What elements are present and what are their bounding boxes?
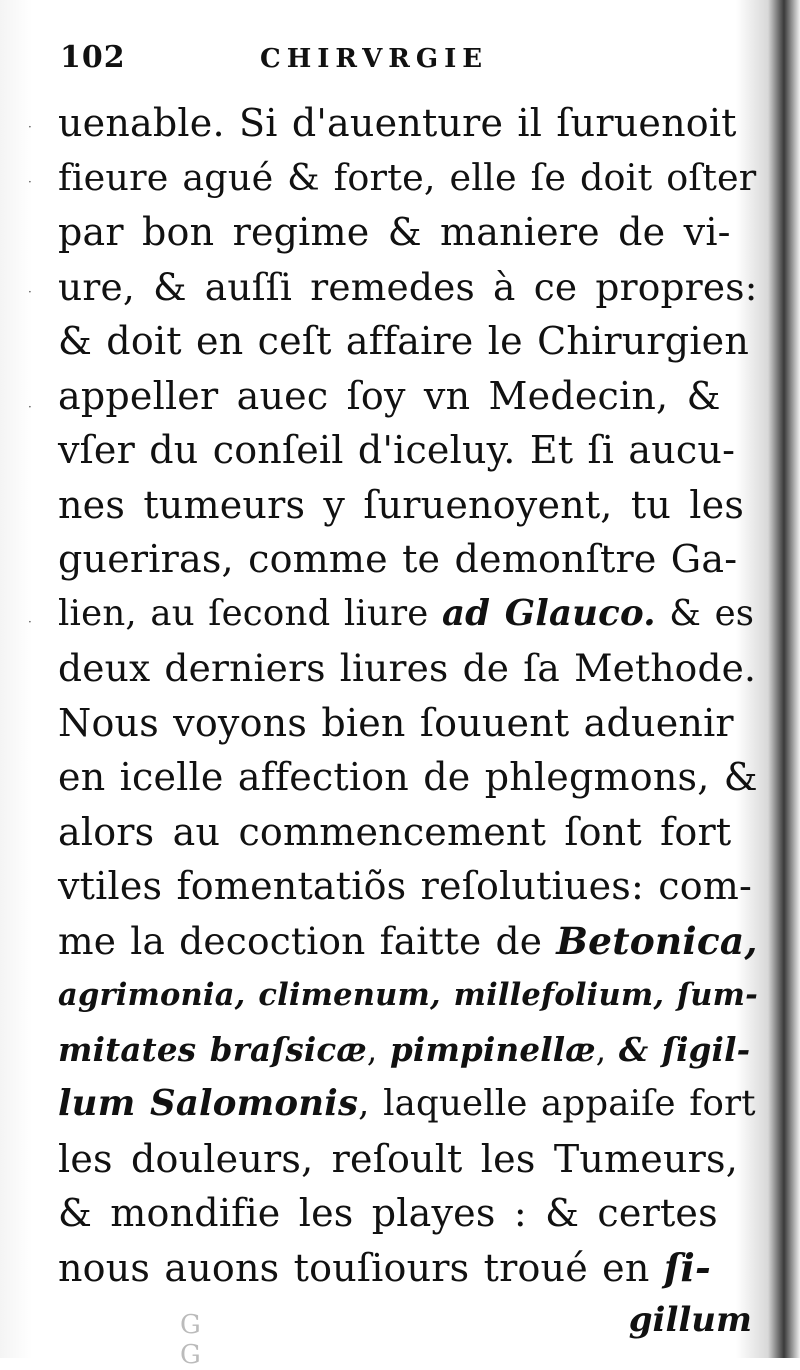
text-line-7: vſer du conſeil d'iceluy. Et ſi aucu- bbox=[58, 428, 736, 472]
text-line-2: fieure agué & forte, elle ſe doit oſter bbox=[58, 155, 757, 199]
text-line-16 bbox=[58, 914, 758, 969]
text-line-18-italic-c: & ſigil- bbox=[618, 1029, 751, 1069]
text-line-19-tail: , laquelle appaiſe fort bbox=[358, 1083, 756, 1124]
book-page: · · · · · 102 CHIRVRGIE uenable. Si d'auenture il ſuruenoit fieure agué & forte, elle ſe doit oſter par bon regime & maniere de vi- ure, & auſſi remedes à ce propres: & doit en ceſt affaire le Chirurgien appeller auec ſoy vn Medecin, & vſer du conſeil d'iceluy. Et ſi aucu- nes tumeurs y ſuruenoyent, tu les gueriras, comme te demonſtre Ga- lien, au ſecond liure ad Glauco. & es deux derniers liures de ſa Methode. Nous voyons bien ſouuent aduenir en icelle affection de phlegmons, & alors au commencement ſont fort vtiles fomentatiõs reſolutiues: com- me la decoction faitte de Betonica, agrimonia, climenum, millefolium, ſum- mitates braſsicæ, pimpinellæ, & ſigil- lum Salomonis, laquelle appaiſe fort les douleurs, reſoult les Tumeurs, & mondifie les playes : & certes nous auons touſiours troué en ſi- G G gillum bbox=[0, 0, 800, 1358]
text-line-8: nes tumeurs y ſuruenoyent, tu les bbox=[58, 482, 745, 527]
text-line-22-italic: ſi- bbox=[663, 1244, 711, 1290]
text-line-1: uenable. Si d'auenture il ſuruenoit bbox=[58, 101, 737, 145]
text-line-18 bbox=[58, 1023, 758, 1078]
text-line-19-italic: lum Salomonis bbox=[58, 1083, 359, 1124]
text-line-19 bbox=[58, 1077, 758, 1132]
text-line-22 bbox=[58, 1241, 758, 1296]
text-line-10-italic: ad Glauco. bbox=[441, 592, 656, 634]
text-line-10-tail: & es bbox=[655, 592, 755, 634]
text-line-4: ure, & auſſi remedes à ce propres: bbox=[58, 264, 758, 309]
text-line-3: par bon regime & maniere de vi- bbox=[58, 210, 731, 254]
text-line-18-italic-a: mitates braſsicæ bbox=[58, 1029, 367, 1069]
text-line-6: appeller auec ſoy vn Medecin, & bbox=[58, 373, 721, 418]
show-through-marks: G G bbox=[180, 1310, 241, 1370]
text-line-12: Nous voyons bien ſouuent aduenir bbox=[58, 700, 734, 745]
page-number: 102 bbox=[60, 40, 126, 75]
text-line-22-roman: nous auons touſiours troué en bbox=[58, 1245, 664, 1290]
text-line-15: vtiles fomentatiõs reſolutiues: com- bbox=[58, 864, 753, 908]
catchword: gillum bbox=[628, 1300, 752, 1340]
text-line-5: & doit en ceſt affaire le Chirurgien bbox=[58, 319, 750, 363]
text-line-17: agrimonia, climenum, millefolium, ſum- bbox=[58, 977, 758, 1013]
text-line-11: deux derniers liures de ſa Methode. bbox=[58, 646, 757, 690]
text-line-18-mid2: , bbox=[595, 1030, 619, 1069]
text-line-16-roman: me la decoction faitte de bbox=[58, 918, 557, 963]
body-text bbox=[58, 96, 758, 1295]
text-line-21: & mondifie les playes : & certes bbox=[58, 1191, 718, 1235]
text-line-10 bbox=[58, 587, 758, 642]
text-line-13: en icelle affection de phlegmons, & bbox=[58, 755, 758, 799]
running-head: CHIRVRGIE bbox=[260, 44, 489, 74]
text-line-10-roman: lien, au ſecond liure bbox=[58, 592, 442, 634]
text-line-18-mid: , bbox=[366, 1030, 390, 1069]
text-line-9: gueriras, comme te demonſtre Ga- bbox=[58, 537, 738, 581]
text-line-16-italic: Betonica, bbox=[556, 918, 758, 963]
text-line-20: les douleurs, reſoult les Tumeurs, bbox=[58, 1136, 738, 1181]
text-line-14: alors au commencement ſont fort bbox=[58, 809, 732, 854]
page-header bbox=[60, 40, 620, 80]
text-line-18-italic-b: pimpinellæ bbox=[389, 1029, 596, 1069]
